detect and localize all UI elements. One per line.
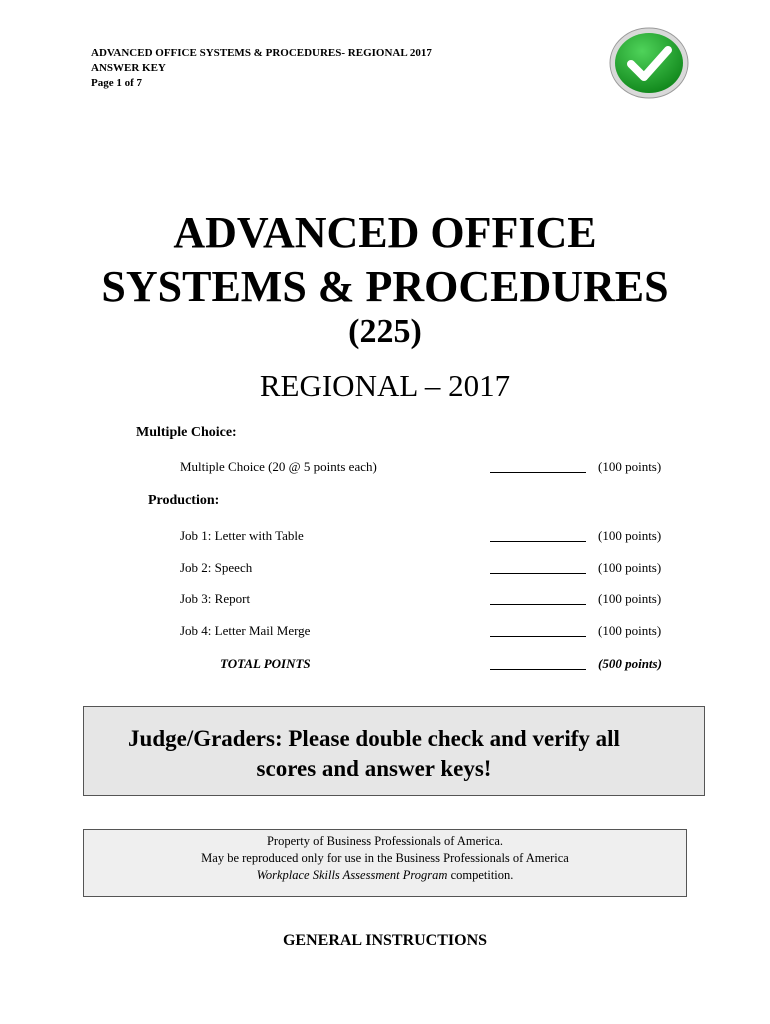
header-page-number: Page 1 of 7	[91, 77, 143, 89]
total-row	[0, 656, 770, 676]
score-row-points: (100 points)	[598, 623, 662, 638]
score-blank	[490, 541, 586, 542]
property-line-2: May be reproduced only for use in the Business Professionals of America	[201, 851, 569, 865]
program-name: Workplace Skills Assessment Program	[256, 868, 448, 882]
score-row	[0, 560, 770, 580]
score-row-label: Job 4: Letter Mail Merge	[180, 623, 311, 638]
score-row-points: (100 points)	[598, 459, 662, 474]
total-label: TOTAL POINTS	[220, 656, 311, 671]
score-row	[0, 528, 770, 548]
score-blank	[490, 636, 586, 637]
judge-notice-line-2: scores and answer keys!	[256, 756, 492, 781]
event-code: (225)	[348, 313, 422, 350]
running-header	[91, 46, 432, 91]
property-line-1: Property of Business Professionals of America.	[266, 834, 504, 848]
event-level-year: REGIONAL – 2017	[259, 368, 511, 403]
score-blank	[490, 472, 586, 473]
score-row-label: Job 2: Speech	[180, 560, 253, 575]
multiple-choice-heading: Multiple Choice:	[136, 425, 237, 440]
header-answer-key: ANSWER KEY	[91, 62, 166, 74]
checkmark-icon	[608, 26, 690, 100]
score-row-points: (100 points)	[598, 591, 662, 606]
score-row-points: (100 points)	[598, 528, 662, 543]
judge-notice-box	[83, 706, 705, 796]
score-row-label: Job 1: Letter with Table	[180, 528, 304, 543]
property-line-3	[84, 867, 686, 884]
total-points: (500 points)	[598, 656, 662, 671]
score-blank	[490, 573, 586, 574]
score-row	[0, 591, 770, 611]
production-heading: Production:	[148, 493, 220, 508]
score-blank	[490, 604, 586, 605]
score-blank	[490, 669, 586, 670]
score-row-points: (100 points)	[598, 560, 662, 575]
judge-notice-line-1: Judge/Graders: Please double check and verify all	[128, 726, 620, 751]
document-title-line-1: ADVANCED OFFICE	[173, 208, 597, 257]
score-row	[0, 623, 770, 643]
header-title: ADVANCED OFFICE SYSTEMS & PROCEDURES- REGIONAL 2017	[91, 47, 432, 59]
document-title-line-2: SYSTEMS & PROCEDURES	[101, 262, 669, 311]
property-notice-box	[83, 829, 687, 897]
score-row	[0, 459, 770, 479]
score-row-label: Multiple Choice (20 @ 5 points each)	[180, 459, 377, 474]
score-row-label: Job 3: Report	[180, 591, 251, 606]
general-instructions-heading: GENERAL INSTRUCTIONS	[282, 932, 488, 949]
property-line-3-rest: competition.	[447, 868, 514, 882]
